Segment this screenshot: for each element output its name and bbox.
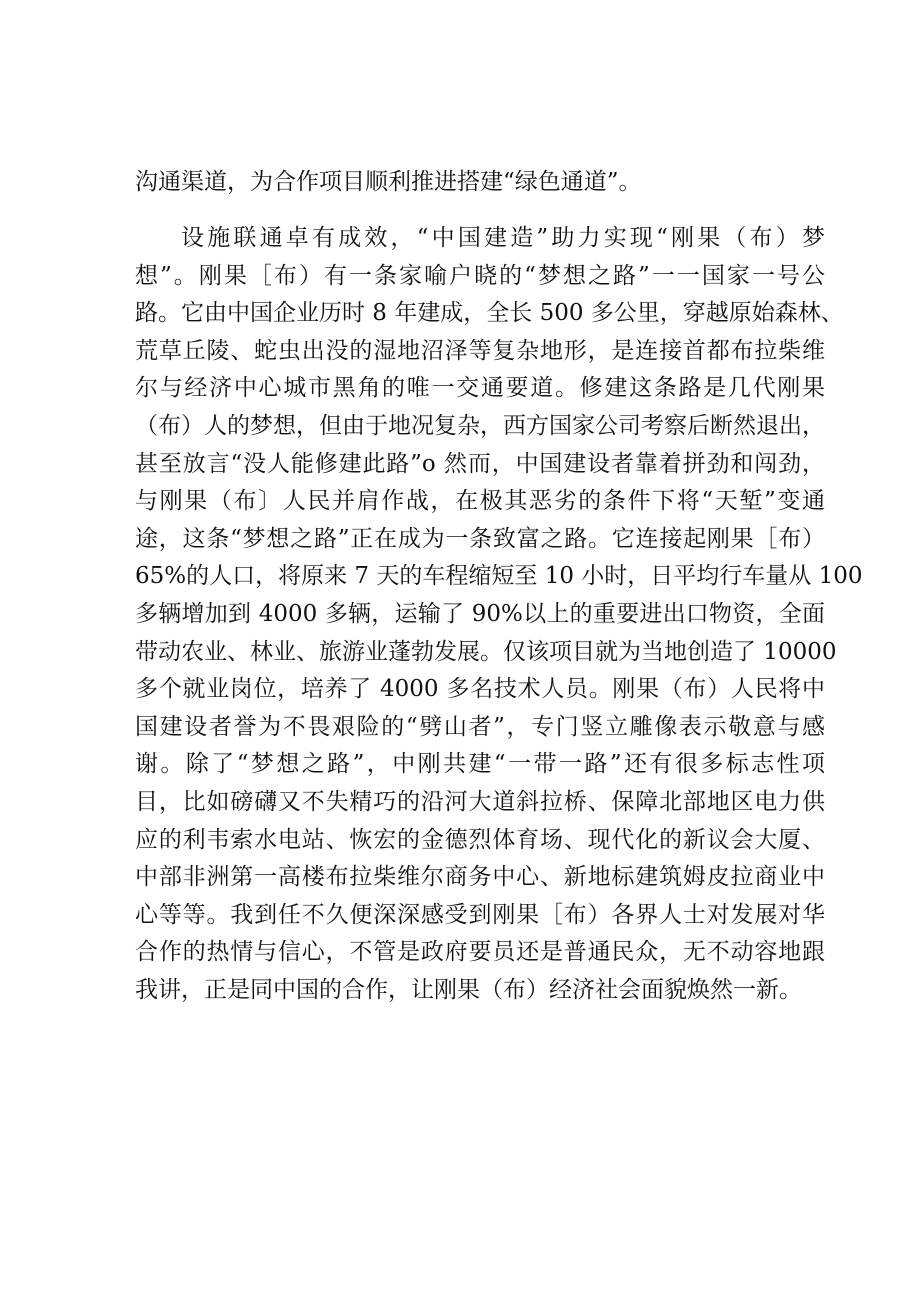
paragraph-line: 国建设者誉为不畏艰险的“劈山者”，专门竖立雕像表示敬意与感	[135, 713, 825, 740]
paragraph-line: 合作的热情与信心，不管是政府要员还是普通民众，无不动容地跟	[135, 939, 825, 966]
paragraph-line: 与刚果（布〕人民并肩作战，在极其恶劣的条件下将“天堑”变通	[135, 488, 825, 515]
paragraph-line: 中部非洲第一高楼布拉柴维尔商务中心、新地标建筑姆皮拉商业中	[135, 864, 825, 891]
paragraph-line: 应的利韦索水电站、恢宏的金德烈体育场、现代化的新议会大厦、	[135, 826, 825, 853]
paragraph-line: （布）人的梦想，但由于地况复杂，西方国家公司考察后断然退出，	[135, 412, 825, 439]
paragraph-line: 荒草丘陵、蛇虫出没的湿地沼泽等复杂地形，是连接首都布拉柴维	[135, 337, 825, 364]
paragraph-line: 甚至放言“没人能修建此路”o 然而，中国建设者靠着拼劲和闯劲，	[135, 450, 825, 477]
paragraph-line: 带动农业、林业、旅游业蓬勃发展。仅该项目就为当地创造了 10000	[135, 638, 837, 665]
paragraph-line: 想”。刚果［布）有一条家喻户晓的“梦想之路”一一国家一号公	[135, 262, 825, 289]
paragraph-line: 沟通渠道，为合作项目顺利推进搭建“绿色通道”。	[135, 169, 642, 195]
paragraph-line: 谢。除了“梦想之路”，中刚共建“一带一路”还有很多标志性项	[135, 751, 825, 778]
paragraph-line: 65%的人口，将原来 7 天的车程缩短至 10 小时，日平均行车量从 100	[135, 563, 863, 590]
paragraph-line: 目，比如磅礴又不失精巧的沿河大道斜拉桥、保障北部地区电力供	[135, 788, 825, 815]
paragraph-1	[135, 164, 825, 202]
paragraph-line: 路。它由中国企业历时 8 年建成，全长 500 多公里，穿越原始森林、	[135, 300, 844, 327]
paragraph-line: 多辆增加到 4000 多辆，运输了 90%以上的重要进出口物资，全面	[135, 600, 825, 627]
paragraph-line: 尔与经济中心城市黑角的唯一交通要道。修建这条路是几代刚果	[135, 375, 825, 402]
paragraph-line: 多个就业岗位，培养了 4000 多名技术人员。刚果（布）人民将中	[135, 676, 825, 703]
paragraph-line: 心等等。我到任不久便深深感受到刚果［布）各界人士对发展对华	[135, 901, 825, 928]
paragraph-line: 途，这条“梦想之路”正在成为一条致富之路。它连接起刚果［布）	[135, 525, 825, 552]
paragraph-line: 设施联通卓有成效，“中国建造”助力实现“刚果（布）梦	[181, 225, 825, 251]
paragraph-2	[135, 220, 863, 1009]
paragraph-line: 我讲，正是同中国的合作，让刚果（布）经济社会面貌焕然一新。	[135, 976, 802, 1003]
